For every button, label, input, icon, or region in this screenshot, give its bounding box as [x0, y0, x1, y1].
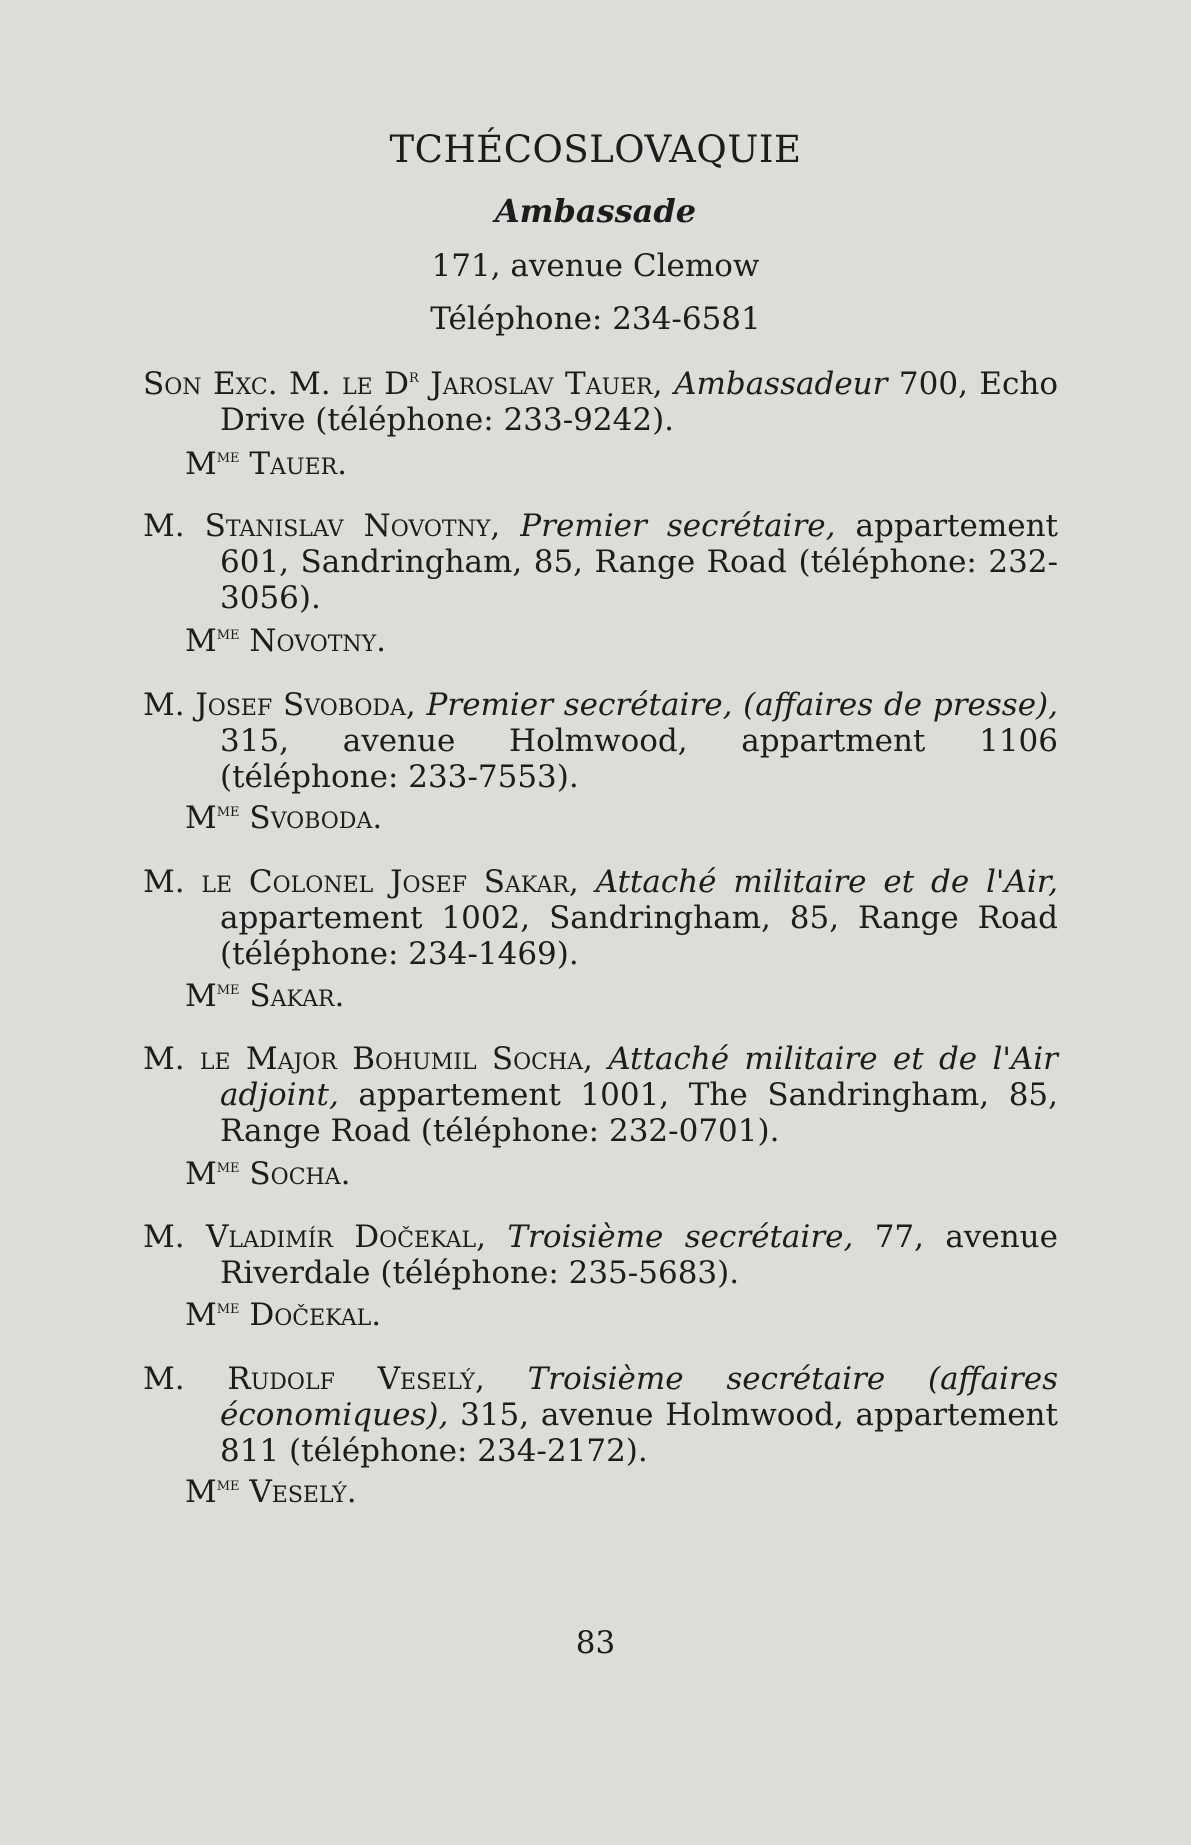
entry-details: 315, avenue Holmwood, appartement 811 (téléphone: 234-2172). — [220, 1397, 1058, 1469]
entry-prefix: M. — [143, 1361, 185, 1397]
page-number: 83 — [575, 1625, 616, 1661]
wife-line — [185, 623, 386, 659]
wife-name: Sakar. — [239, 978, 345, 1014]
entry-title: Troisième secrétaire (affaires économiques), — [220, 1361, 1058, 1433]
wife-sup: me — [216, 445, 240, 467]
wife-line — [185, 978, 344, 1014]
wife-line — [185, 1297, 381, 1333]
entry-title: Troisième secrétaire, — [507, 1219, 854, 1255]
entry-title: Ambassadeur — [674, 366, 888, 402]
entry-title: Attaché militaire et de l'Air adjoint, — [220, 1041, 1058, 1113]
entry-name: Josef Svoboda, — [184, 687, 427, 723]
wife-sup: me — [216, 1155, 240, 1177]
wife-line — [185, 800, 382, 836]
wife-prefix: M — [185, 1297, 217, 1333]
entry-prefix-sup: r — [409, 365, 419, 387]
wife-sup: me — [216, 799, 240, 821]
entry-details: 77, avenue Riverdale (téléphone: 235-5683). — [220, 1219, 1058, 1291]
entry-title: Attaché militaire et de l'Air, — [595, 864, 1059, 900]
entry-novotny — [143, 508, 1058, 616]
wife-prefix: M — [185, 978, 217, 1014]
embassy-telephone: Téléphone: 234-6581 — [430, 301, 761, 337]
entry-docekal — [143, 1219, 1058, 1291]
wife-name: Svoboda. — [239, 800, 383, 836]
wife-name: Tauer. — [239, 446, 347, 482]
entry-name: Vladimír Dočekal, — [184, 1219, 508, 1255]
entry-prefix: Son Exc. M. le D — [143, 366, 410, 402]
entry-name: Rudolf Veselý, — [184, 1361, 528, 1397]
entry-prefix: M. — [143, 687, 185, 723]
wife-prefix: M — [185, 446, 217, 482]
entry-sakar — [143, 864, 1058, 972]
wife-name: Socha. — [239, 1156, 351, 1192]
wife-prefix: M — [185, 623, 217, 659]
entry-svoboda — [143, 687, 1058, 795]
wife-line — [185, 1156, 350, 1192]
embassy-address: 171, avenue Clemow — [431, 248, 760, 284]
entry-prefix: M. — [143, 508, 185, 544]
entry-prefix: M. le Colonel — [143, 864, 374, 900]
entry-socha — [143, 1041, 1058, 1149]
wife-sup: me — [216, 1296, 240, 1318]
entry-ambassador — [143, 366, 1058, 438]
wife-sup: me — [216, 622, 240, 644]
entry-name: Bohumil Socha, — [336, 1041, 609, 1077]
entry-name: Jaroslav Tauer, — [418, 366, 675, 402]
wife-prefix: M — [185, 800, 217, 836]
entry-details: 315, avenue Holmwood, appartment 1106 (téléphone: 233-7553). — [220, 723, 1058, 795]
wife-name: Dočekal. — [239, 1297, 382, 1333]
wife-name: Novotny. — [239, 623, 387, 659]
wife-prefix: M — [185, 1156, 217, 1192]
entry-title: Premier secrétaire, (affaires de presse), — [426, 687, 1059, 723]
wife-sup: me — [216, 977, 240, 999]
entry-name: Josef Sakar, — [373, 864, 596, 900]
wife-name: Veselý. — [239, 1474, 357, 1510]
wife-sup: me — [216, 1473, 240, 1495]
entry-details: appartement 601, Sandringham, 85, Range Road (téléphone: 232-3056). — [220, 508, 1058, 616]
wife-prefix: M — [185, 1474, 217, 1510]
country-heading: TCHÉCOSLOVAQUIE — [389, 128, 802, 171]
entry-details: appartement 1002, Sandringham, 85, Range Road (téléphone: 234-1469). — [220, 900, 1058, 972]
entry-prefix: M. le Major — [143, 1041, 337, 1077]
wife-line — [185, 446, 347, 482]
entry-details: 700, Echo Drive (téléphone: 233-9242). — [220, 366, 1058, 438]
entry-prefix: M. — [143, 1219, 185, 1255]
entry-title: Premier secrétaire, — [520, 508, 836, 544]
section-subtitle: Ambassade — [494, 192, 697, 230]
entry-vesely — [143, 1361, 1058, 1469]
entry-details: appartement 1001, The Sandringham, 85, Range Road (téléphone: 232-0701). — [220, 1077, 1058, 1149]
wife-line — [185, 1474, 357, 1510]
entry-name: Stanislav Novotny, — [184, 508, 521, 544]
